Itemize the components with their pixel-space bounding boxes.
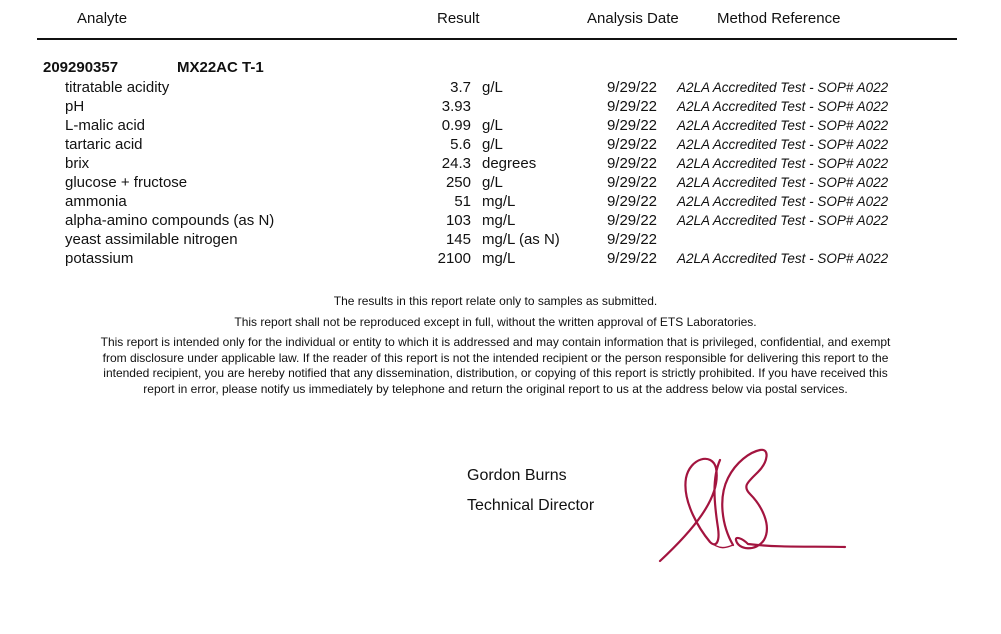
result-unit: g/L: [482, 174, 503, 191]
method-reference: A2LA Accredited Test - SOP# A022: [677, 118, 889, 133]
method-reference: A2LA Accredited Test - SOP# A022: [677, 99, 889, 114]
analyte-name: yeast assimilable nitrogen: [65, 231, 238, 248]
analysis-date: 9/29/22: [606, 174, 657, 191]
disclaimer-reproduction: This report shall not be reproduced except in full, without the written approval of ETS Laboratories.: [234, 314, 757, 329]
table-row: [0, 79, 1001, 98]
result-value: 5.6: [450, 136, 471, 153]
method-reference: A2LA Accredited Test - SOP# A022: [677, 194, 889, 209]
signer-name: Gordon Burns: [467, 467, 567, 484]
result-unit: g/L: [482, 117, 503, 134]
analysis-date: 9/29/22: [606, 79, 657, 96]
analyte-name: pH: [65, 98, 85, 115]
table-row: [0, 212, 1001, 231]
method-reference: A2LA Accredited Test - SOP# A022: [677, 175, 889, 190]
header-analyte: Analyte: [77, 10, 128, 27]
table-row: [0, 174, 1001, 193]
method-reference: A2LA Accredited Test - SOP# A022: [677, 251, 889, 266]
result-value: 0.99: [441, 117, 471, 134]
result-value: 24.3: [441, 155, 471, 172]
disclaimer-samples: The results in this report relate only to samples as submitted.: [333, 294, 658, 308]
header-method-reference: Method Reference: [717, 10, 841, 27]
table-row: [0, 136, 1001, 155]
analyte-name: glucose + fructose: [65, 174, 188, 191]
result-value: 3.93: [441, 98, 471, 115]
table-row: [0, 193, 1001, 212]
analysis-date: 9/29/22: [606, 231, 657, 248]
result-value: 145: [445, 231, 471, 248]
result-value: 3.7: [450, 79, 471, 96]
result-value: 2100: [437, 250, 471, 267]
analysis-date: 9/29/22: [606, 212, 657, 229]
table-row: [0, 250, 1001, 269]
analysis-date: 9/29/22: [606, 193, 657, 210]
analysis-date: 9/29/22: [606, 117, 657, 134]
result-unit: g/L: [482, 136, 503, 153]
sample-name: MX22AC T-1: [177, 59, 264, 76]
sample-id: 209290357: [43, 59, 119, 76]
header-divider: [37, 38, 957, 40]
header-result: Result: [437, 10, 480, 27]
analysis-date: 9/29/22: [606, 136, 657, 153]
result-unit: mg/L: [482, 212, 516, 229]
analyte-name: brix: [65, 155, 90, 172]
result-unit: mg/L: [482, 250, 516, 267]
method-reference: A2LA Accredited Test - SOP# A022: [677, 80, 889, 95]
method-reference: A2LA Accredited Test - SOP# A022: [677, 213, 889, 228]
analysis-date: 9/29/22: [606, 155, 657, 172]
table-row: [0, 155, 1001, 174]
result-value: 51: [454, 193, 471, 210]
header-analysis-date: Analysis Date: [587, 10, 679, 27]
result-unit: mg/L (as N): [482, 231, 560, 248]
disclaimer-confidentiality: This report is intended only for the individual or entity to which it is addressed and may contain information that is privileged, confidential, and exempt from disclosure under applicable law. If the reader of this report is not the intended recipient or the person responsible for delivering this report to the intended recipient, you are hereby notified that any dissemination, distribution, or copying of this report is strictly prohibited. If you have received this report in error, please notify us immediately by telephone and return the original report to us at the address below via postal services.: [100, 335, 891, 396]
table-row: [0, 117, 1001, 136]
analysis-date: 9/29/22: [606, 98, 657, 115]
table-row: [0, 231, 1001, 250]
result-value: 250: [445, 174, 471, 191]
method-reference: A2LA Accredited Test - SOP# A022: [677, 137, 889, 152]
result-unit: degrees: [482, 155, 537, 172]
signature-icon: [650, 438, 855, 570]
analyte-name: potassium: [65, 250, 134, 267]
signer-title: Technical Director: [467, 497, 595, 514]
analyte-name: titratable acidity: [65, 79, 170, 96]
method-reference: A2LA Accredited Test - SOP# A022: [677, 156, 889, 171]
result-unit: mg/L: [482, 193, 516, 210]
analyte-name: L-malic acid: [65, 117, 146, 134]
result-unit: g/L: [482, 79, 503, 96]
analyte-name: alpha-amino compounds (as N): [65, 212, 275, 229]
analysis-date: 9/29/22: [606, 250, 657, 267]
report-disclaimer: [100, 294, 891, 397]
results-table: [0, 79, 1001, 269]
result-value: 103: [445, 212, 471, 229]
analyte-name: ammonia: [65, 193, 127, 210]
analyte-name: tartaric acid: [65, 136, 143, 153]
table-row: [0, 98, 1001, 117]
